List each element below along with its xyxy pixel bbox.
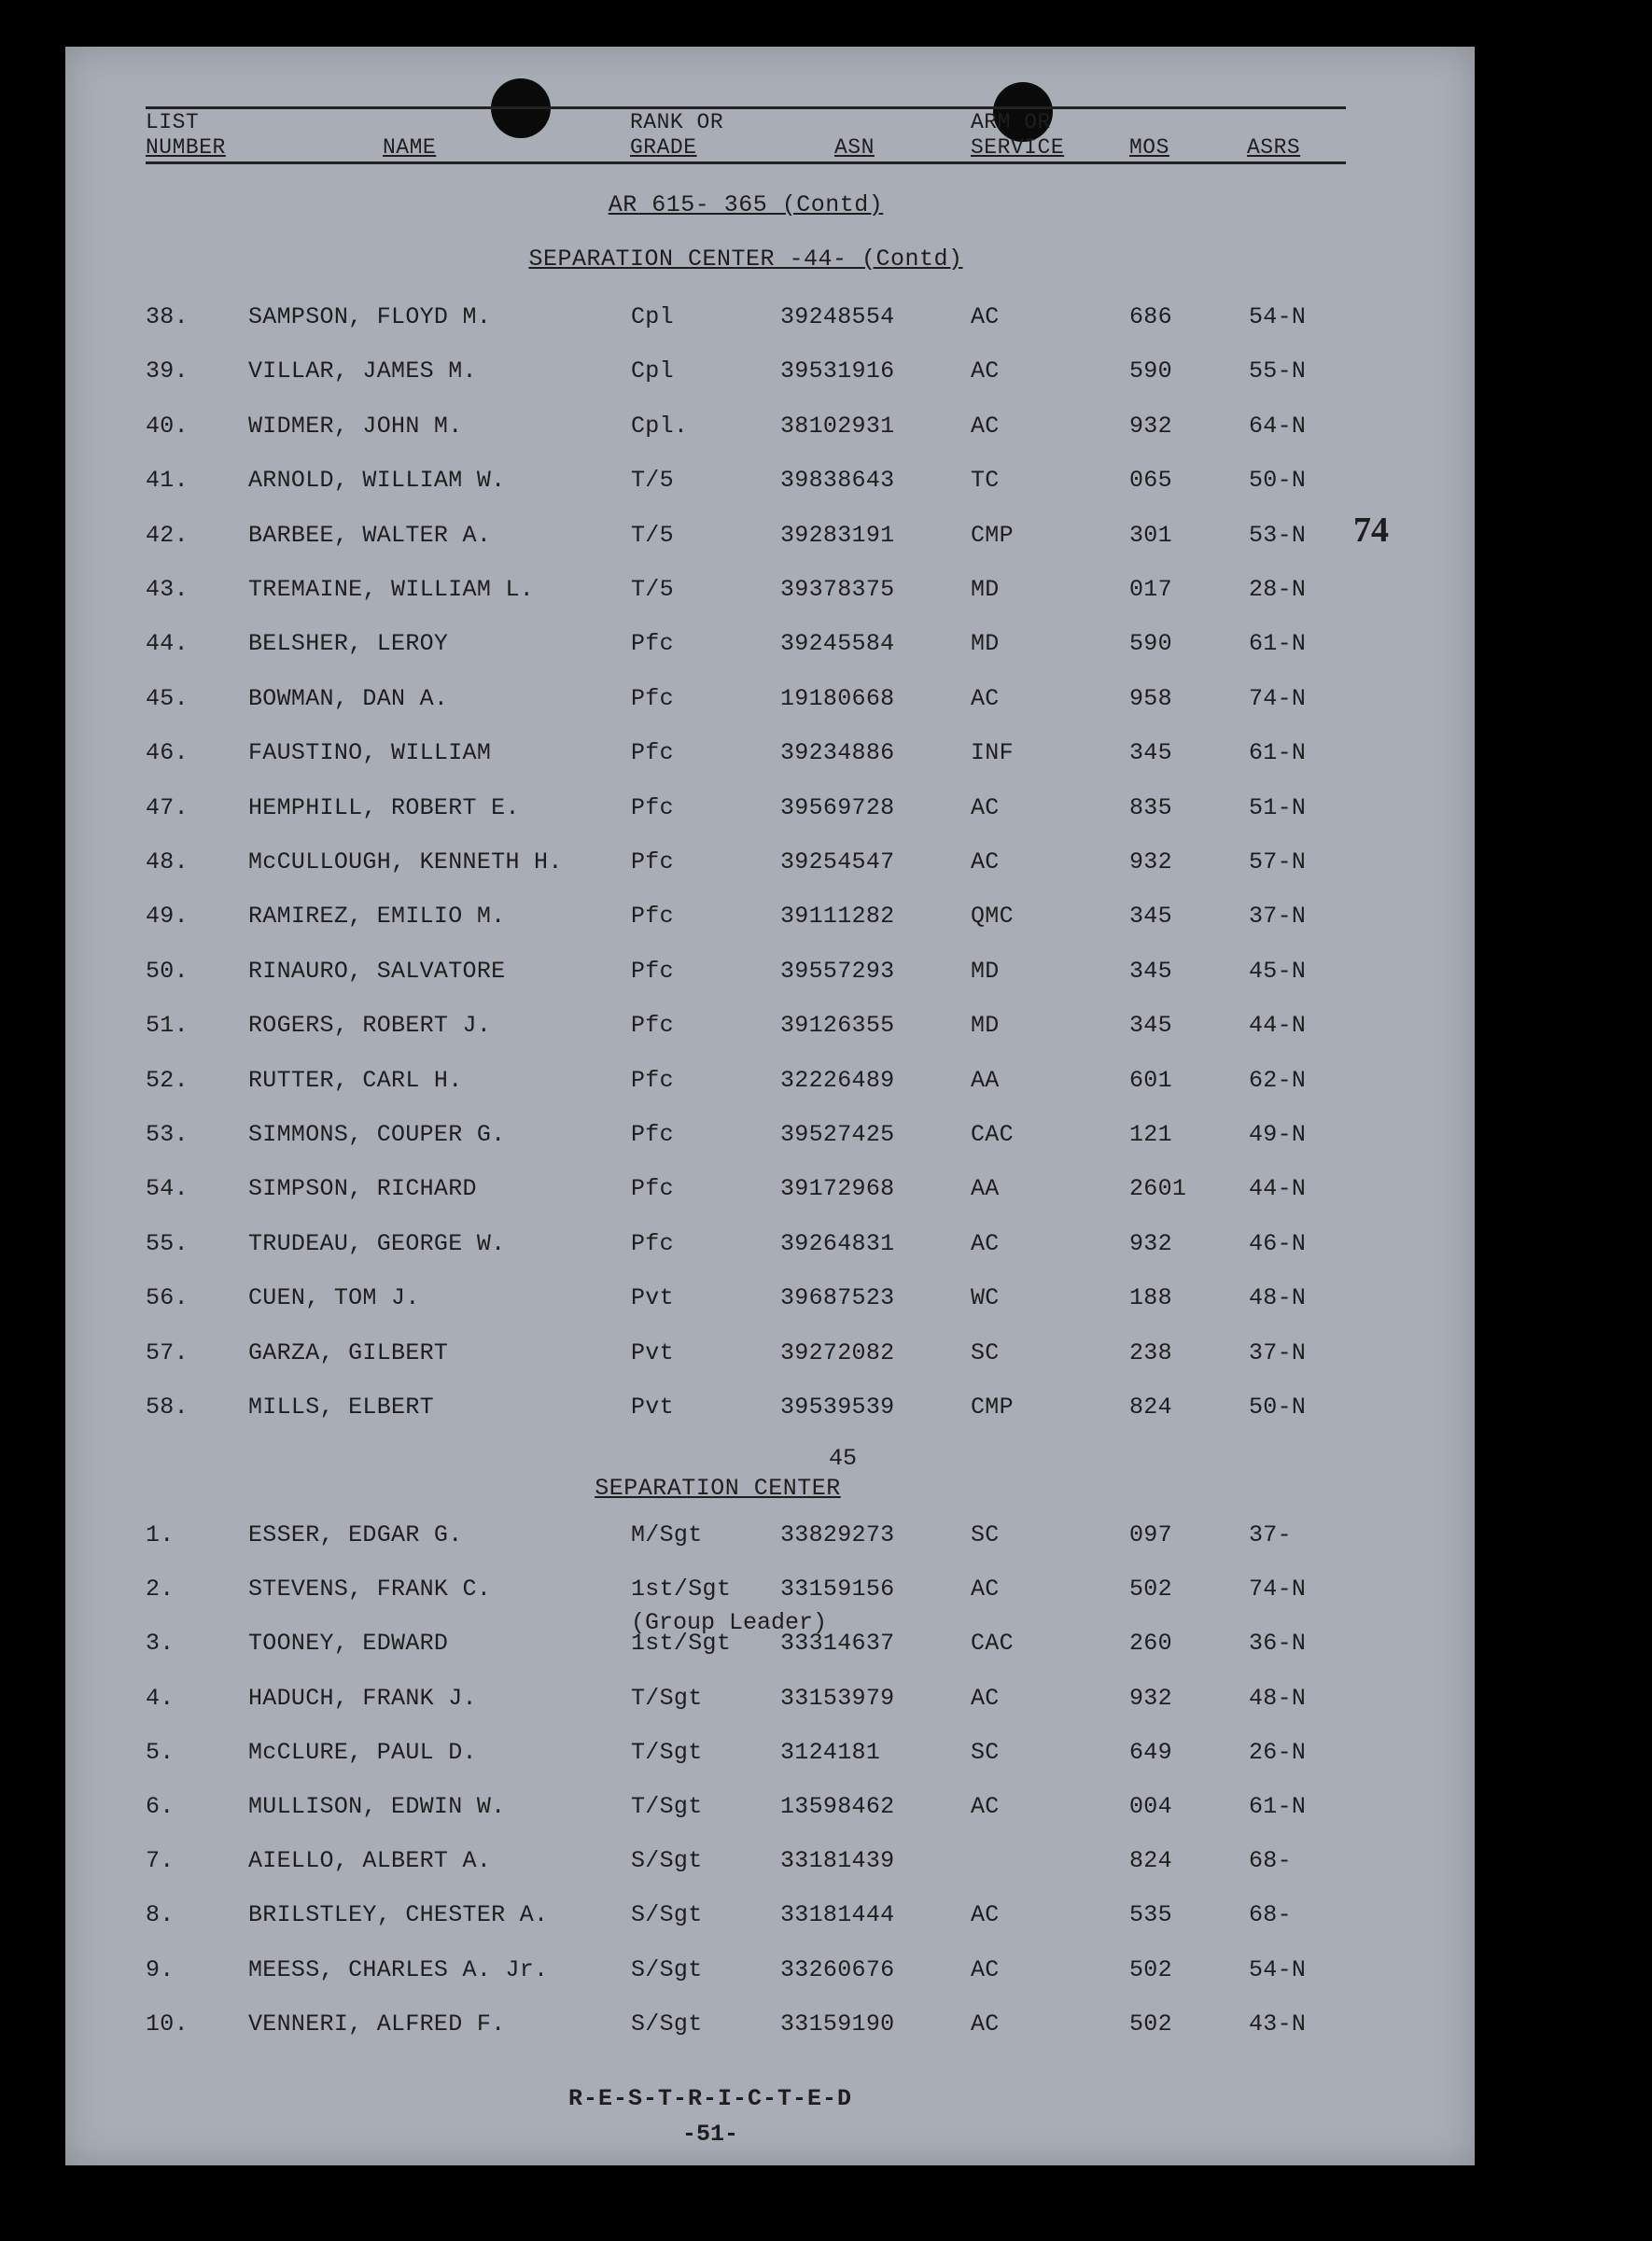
asn-cell: 38102931 (780, 412, 895, 440)
asn-cell: 39557293 (780, 957, 895, 985)
mos-cell: 065 (1129, 467, 1172, 495)
list-number-cell: 40. (146, 412, 189, 440)
name-cell: RINAURO, SALVATORE (248, 957, 506, 985)
list-number-cell: 5. (146, 1738, 175, 1766)
list-number-cell: 46. (146, 739, 189, 767)
table-row (65, 903, 1475, 931)
header-rank-line2: GRADE (630, 135, 697, 160)
asrs-cell: 51-N (1249, 793, 1307, 821)
arm-cell: CMP (971, 521, 1014, 549)
mos-cell: 238 (1129, 1338, 1172, 1366)
mos-cell: 004 (1129, 1793, 1172, 1820)
arm-cell: MD (971, 957, 1000, 985)
header-asrs: ASRS (1247, 135, 1301, 160)
table-row (65, 467, 1475, 495)
mos-cell: 824 (1129, 1394, 1172, 1421)
mos-cell: 686 (1129, 303, 1172, 330)
asrs-cell: 62-N (1249, 1066, 1307, 1094)
asrs-cell: 28-N (1249, 576, 1307, 603)
asrs-cell: 68- (1249, 1901, 1292, 1929)
arm-cell: MD (971, 1012, 1000, 1040)
table-row (65, 1793, 1475, 1821)
list-number-cell: 56. (146, 1284, 189, 1312)
rank-cell: Cpl (631, 303, 674, 330)
asn-cell: 33159156 (780, 1576, 895, 1604)
asn-cell: 39264831 (780, 1229, 895, 1257)
list-number-cell: 48. (146, 848, 189, 875)
rank-cell: 1st/Sgt (631, 1630, 732, 1658)
mos-cell: 649 (1129, 1738, 1172, 1766)
list-number-cell: 53. (146, 1121, 189, 1148)
mos-cell: 502 (1129, 1576, 1172, 1604)
list-number-cell: 7. (146, 1847, 175, 1875)
table-row (65, 2010, 1475, 2038)
rank-cell: T/5 (631, 467, 674, 495)
table-row (65, 958, 1475, 986)
list-number-cell: 38. (146, 303, 189, 330)
rank-cell: T/Sgt (631, 1793, 703, 1820)
mos-cell: 958 (1129, 684, 1172, 712)
rank-cell: Pvt (631, 1338, 674, 1366)
arm-cell: SC (971, 1738, 1000, 1766)
mos-cell: 932 (1129, 412, 1172, 440)
header-rank (630, 110, 723, 161)
asn-cell: 13598462 (780, 1793, 895, 1820)
mos-cell: 097 (1129, 1521, 1172, 1548)
document-page (65, 47, 1475, 2165)
center-45-title: SEPARATION CENTER (595, 1475, 841, 1502)
asrs-cell: 36-N (1249, 1630, 1307, 1658)
name-cell: HADUCH, FRANK J. (248, 1684, 477, 1712)
table-row (65, 630, 1475, 658)
asn-cell: 39234886 (780, 739, 895, 767)
arm-cell: CAC (971, 1630, 1014, 1658)
table-row (65, 1394, 1475, 1422)
table-row (65, 1175, 1475, 1203)
name-cell: HEMPHILL, ROBERT E. (248, 793, 520, 821)
list-number-cell: 9. (146, 1955, 175, 1983)
asrs-cell: 61-N (1249, 1793, 1307, 1820)
arm-cell: QMC (971, 903, 1014, 931)
name-cell: VILLAR, JAMES M. (248, 357, 477, 385)
name-cell: BRILSTLEY, CHESTER A. (248, 1901, 549, 1929)
asrs-cell: 54-N (1249, 303, 1307, 330)
header-mos: MOS (1129, 135, 1169, 160)
table-row (65, 1284, 1475, 1312)
group-leader-note: (Group Leader) (631, 1609, 828, 1636)
mos-cell: 932 (1129, 1684, 1172, 1712)
name-cell: ESSER, EDGAR G. (248, 1521, 463, 1548)
mos-cell: 535 (1129, 1901, 1172, 1929)
name-cell: SAMPSON, FLOYD M. (248, 303, 492, 330)
asrs-cell: 44-N (1249, 1012, 1307, 1040)
asn-cell: 39527425 (780, 1121, 895, 1148)
header-list-number (146, 110, 226, 161)
table-row (65, 1847, 1475, 1875)
list-number-cell: 58. (146, 1394, 189, 1421)
table-row (65, 794, 1475, 822)
table-row (65, 1901, 1475, 1929)
rank-cell: S/Sgt (631, 1955, 703, 1983)
arm-cell: MD (971, 630, 1000, 658)
table-row (65, 357, 1475, 385)
asn-cell: 19180668 (780, 684, 895, 712)
list-number-cell: 47. (146, 793, 189, 821)
arm-cell: INF (971, 739, 1014, 767)
asn-cell: 39245584 (780, 630, 895, 658)
arm-cell: SC (971, 1521, 1000, 1548)
rank-cell: Pfc (631, 848, 674, 875)
list-number-cell: 43. (146, 576, 189, 603)
asrs-cell: 37-N (1249, 903, 1307, 931)
table-row (65, 576, 1475, 604)
table-row (65, 303, 1475, 331)
list-number-cell: 4. (146, 1684, 175, 1712)
arm-cell: CAC (971, 1121, 1014, 1148)
list-number-cell: 50. (146, 957, 189, 985)
arm-cell: AA (971, 1066, 1000, 1094)
name-cell: McCULLOUGH, KENNETH H. (248, 848, 563, 875)
asrs-cell: 61-N (1249, 739, 1307, 767)
list-number-cell: 49. (146, 903, 189, 931)
asn-cell: 33181439 (780, 1847, 895, 1875)
asn-cell: 33260676 (780, 1955, 895, 1983)
name-cell: CUEN, TOM J. (248, 1284, 420, 1312)
rank-cell: Pvt (631, 1284, 674, 1312)
mos-cell: 345 (1129, 903, 1172, 931)
mos-cell: 932 (1129, 848, 1172, 875)
name-cell: BARBEE, WALTER A. (248, 521, 492, 549)
arm-cell: WC (971, 1284, 1000, 1312)
center-44-title: SEPARATION CENTER -44- (Contd) (528, 245, 963, 273)
restricted-stamp: R-E-S-T-R-I-C-T-E-D (567, 2085, 853, 2112)
asn-cell: 39378375 (780, 576, 895, 603)
name-cell: McCLURE, PAUL D. (248, 1738, 477, 1766)
name-cell: SIMPSON, RICHARD (248, 1175, 477, 1203)
mos-cell: 590 (1129, 630, 1172, 658)
asrs-cell: 44-N (1249, 1175, 1307, 1203)
mos-cell: 932 (1129, 1229, 1172, 1257)
header-list-number-line2: NUMBER (146, 135, 226, 160)
name-cell: TRUDEAU, GEORGE W. (248, 1229, 506, 1257)
name-cell: STEVENS, FRANK C. (248, 1576, 492, 1604)
name-cell: MEESS, CHARLES A. Jr. (248, 1955, 549, 1983)
asn-cell: 39254547 (780, 848, 895, 875)
name-cell: BOWMAN, DAN A. (248, 684, 449, 712)
name-cell: GARZA, GILBERT (248, 1338, 449, 1366)
mos-cell: 502 (1129, 1955, 1172, 1983)
name-cell: ARNOLD, WILLIAM W. (248, 467, 506, 495)
table-row (65, 1521, 1475, 1549)
asrs-cell: 37- (1249, 1521, 1292, 1548)
asn-cell: 33153979 (780, 1684, 895, 1712)
asn-cell: 39539539 (780, 1394, 895, 1421)
asn-cell: 39172968 (780, 1175, 895, 1203)
arm-cell: TC (971, 467, 1000, 495)
mos-cell: 601 (1129, 1066, 1172, 1094)
rank-cell: T/5 (631, 576, 674, 603)
asrs-cell: 37-N (1249, 1338, 1307, 1366)
asn-cell: 39126355 (780, 1012, 895, 1040)
name-cell: FAUSTINO, WILLIAM (248, 739, 492, 767)
asrs-cell: 64-N (1249, 412, 1307, 440)
name-cell: MILLS, ELBERT (248, 1394, 434, 1421)
list-number-cell: 6. (146, 1793, 175, 1820)
arm-cell: AC (971, 1576, 1000, 1604)
name-cell: WIDMER, JOHN M. (248, 412, 463, 440)
arm-cell: AC (971, 793, 1000, 821)
mos-cell: 345 (1129, 957, 1172, 985)
name-cell: MULLISON, EDWIN W. (248, 1793, 506, 1820)
rank-cell: Pfc (631, 739, 674, 767)
rank-cell: 1st/Sgt (631, 1576, 732, 1604)
name-cell: TREMAINE, WILLIAM L. (248, 576, 535, 603)
list-number-cell: 57. (146, 1338, 189, 1366)
table-row (65, 739, 1475, 767)
list-number-cell: 42. (146, 521, 189, 549)
arm-cell: AC (971, 1793, 1000, 1820)
list-number-cell: 44. (146, 630, 189, 658)
list-number-cell: 51. (146, 1012, 189, 1040)
table-row (65, 1339, 1475, 1367)
rank-cell: S/Sgt (631, 1901, 703, 1929)
header-list-number-line1: LIST (146, 110, 200, 134)
arm-cell: CMP (971, 1394, 1014, 1421)
arm-cell: AC (971, 303, 1000, 330)
header-arm-line2: SERVICE (971, 135, 1065, 160)
asrs-cell: 43-N (1249, 2010, 1307, 2038)
mos-cell: 345 (1129, 739, 1172, 767)
rank-cell: Pfc (631, 1175, 674, 1203)
rank-cell: S/Sgt (631, 2010, 703, 2038)
table-row (65, 685, 1475, 713)
header-arm (971, 110, 1064, 161)
list-number-cell: 54. (146, 1175, 189, 1203)
arm-cell: AC (971, 412, 1000, 440)
asn-cell: 39111282 (780, 903, 895, 931)
asrs-cell: 74-N (1249, 1576, 1307, 1604)
asn-cell: 33829273 (780, 1521, 895, 1548)
rank-cell: Pfc (631, 957, 674, 985)
asrs-cell: 53-N (1249, 521, 1307, 549)
asrs-cell: 50-N (1249, 1394, 1307, 1421)
asn-cell: 39272082 (780, 1338, 895, 1366)
table-row (65, 1012, 1475, 1040)
table-row (65, 522, 1475, 550)
asrs-cell: 54-N (1249, 1955, 1307, 1983)
list-number-cell: 39. (146, 357, 189, 385)
rank-cell: M/Sgt (631, 1521, 703, 1548)
name-cell: RAMIREZ, EMILIO M. (248, 903, 506, 931)
mos-cell: 2601 (1129, 1175, 1187, 1203)
arm-cell: AC (971, 1901, 1000, 1929)
mos-cell: 017 (1129, 576, 1172, 603)
asrs-cell: 74-N (1249, 684, 1307, 712)
asn-cell: 33159190 (780, 2010, 895, 2038)
asrs-cell: 57-N (1249, 848, 1307, 875)
arm-cell: AC (971, 1229, 1000, 1257)
header-name: NAME (383, 135, 437, 160)
rank-cell: Cpl. (631, 412, 689, 440)
arm-cell: AC (971, 1684, 1000, 1712)
mos-cell: 121 (1129, 1121, 1172, 1148)
rank-cell: Pfc (631, 793, 674, 821)
top-rule (146, 106, 1346, 109)
arm-cell: AC (971, 848, 1000, 875)
mos-cell: 260 (1129, 1630, 1172, 1658)
table-row (65, 1739, 1475, 1767)
asrs-cell: 49-N (1249, 1121, 1307, 1148)
asn-cell: 39838643 (780, 467, 895, 495)
rank-cell: Pfc (631, 1012, 674, 1040)
arm-cell: AC (971, 1955, 1000, 1983)
mos-cell: 590 (1129, 357, 1172, 385)
rank-cell: Cpl (631, 357, 674, 385)
header-rank-line1: RANK OR (630, 110, 724, 134)
list-number-cell: 41. (146, 467, 189, 495)
margin-number: 74 (1353, 511, 1389, 550)
arm-cell: AC (971, 2010, 1000, 2038)
center-45-number: 45 (829, 1445, 858, 1472)
asrs-cell: 48-N (1249, 1284, 1307, 1312)
section-title: AR 615- 365 (Contd) (608, 191, 884, 218)
table-row (65, 413, 1475, 441)
header-rule (146, 161, 1346, 164)
list-number-cell: 55. (146, 1229, 189, 1257)
asrs-cell: 26-N (1249, 1738, 1307, 1766)
arm-cell: AC (971, 684, 1000, 712)
table-row (65, 1121, 1475, 1149)
asrs-cell: 45-N (1249, 957, 1307, 985)
rank-cell: Pfc (631, 630, 674, 658)
asn-cell: 39283191 (780, 521, 895, 549)
list-number-cell: 8. (146, 1901, 175, 1929)
name-cell: VENNERI, ALFRED F. (248, 2010, 506, 2038)
asrs-cell: 61-N (1249, 630, 1307, 658)
rank-cell: S/Sgt (631, 1847, 703, 1875)
arm-cell: AA (971, 1175, 1000, 1203)
mos-cell: 824 (1129, 1847, 1172, 1875)
name-cell: AIELLO, ALBERT A. (248, 1847, 492, 1875)
page-number: -51- (681, 2121, 738, 2148)
asrs-cell: 55-N (1249, 357, 1307, 385)
asn-cell: 3124181 (780, 1738, 881, 1766)
list-number-cell: 45. (146, 684, 189, 712)
asn-cell: 33181444 (780, 1901, 895, 1929)
list-number-cell: 1. (146, 1521, 175, 1548)
rank-cell: T/Sgt (631, 1738, 703, 1766)
table-row (65, 848, 1475, 876)
table-row (65, 1576, 1475, 1604)
mos-cell: 301 (1129, 521, 1172, 549)
list-number-cell: 52. (146, 1066, 189, 1094)
asn-cell: 39248554 (780, 303, 895, 330)
asrs-cell: 48-N (1249, 1684, 1307, 1712)
rank-cell: Pfc (631, 1229, 674, 1257)
asn-cell: 39687523 (780, 1284, 895, 1312)
mos-cell: 835 (1129, 793, 1172, 821)
mos-cell: 345 (1129, 1012, 1172, 1040)
name-cell: SIMMONS, COUPER G. (248, 1121, 506, 1148)
rank-cell: Pfc (631, 684, 674, 712)
asn-cell: 32226489 (780, 1066, 895, 1094)
asrs-cell: 50-N (1249, 467, 1307, 495)
rank-cell: Pfc (631, 1121, 674, 1148)
name-cell: RUTTER, CARL H. (248, 1066, 463, 1094)
asrs-cell: 46-N (1249, 1229, 1307, 1257)
arm-cell: SC (971, 1338, 1000, 1366)
header-asn: ASN (834, 135, 875, 160)
header-arm-line1: ARM OR (971, 110, 1051, 134)
mos-cell: 502 (1129, 2010, 1172, 2038)
list-number-cell: 3. (146, 1630, 175, 1658)
table-row (65, 1230, 1475, 1258)
table-row (65, 1067, 1475, 1095)
asn-cell: 33314637 (780, 1630, 895, 1658)
arm-cell: AC (971, 357, 1000, 385)
rank-cell: T/Sgt (631, 1684, 703, 1712)
list-number-cell: 10. (146, 2010, 189, 2038)
table-row (65, 1956, 1475, 1984)
list-number-cell: 2. (146, 1576, 175, 1604)
asrs-cell: 68- (1249, 1847, 1292, 1875)
asn-cell: 39569728 (780, 793, 895, 821)
rank-cell: Pvt (631, 1394, 674, 1421)
arm-cell: MD (971, 576, 1000, 603)
mos-cell: 188 (1129, 1284, 1172, 1312)
name-cell: BELSHER, LEROY (248, 630, 449, 658)
rank-cell: Pfc (631, 903, 674, 931)
asn-cell: 39531916 (780, 357, 895, 385)
name-cell: TOONEY, EDWARD (248, 1630, 449, 1658)
rank-cell: Pfc (631, 1066, 674, 1094)
name-cell: ROGERS, ROBERT J. (248, 1012, 492, 1040)
table-row (65, 1685, 1475, 1713)
rank-cell: T/5 (631, 521, 674, 549)
